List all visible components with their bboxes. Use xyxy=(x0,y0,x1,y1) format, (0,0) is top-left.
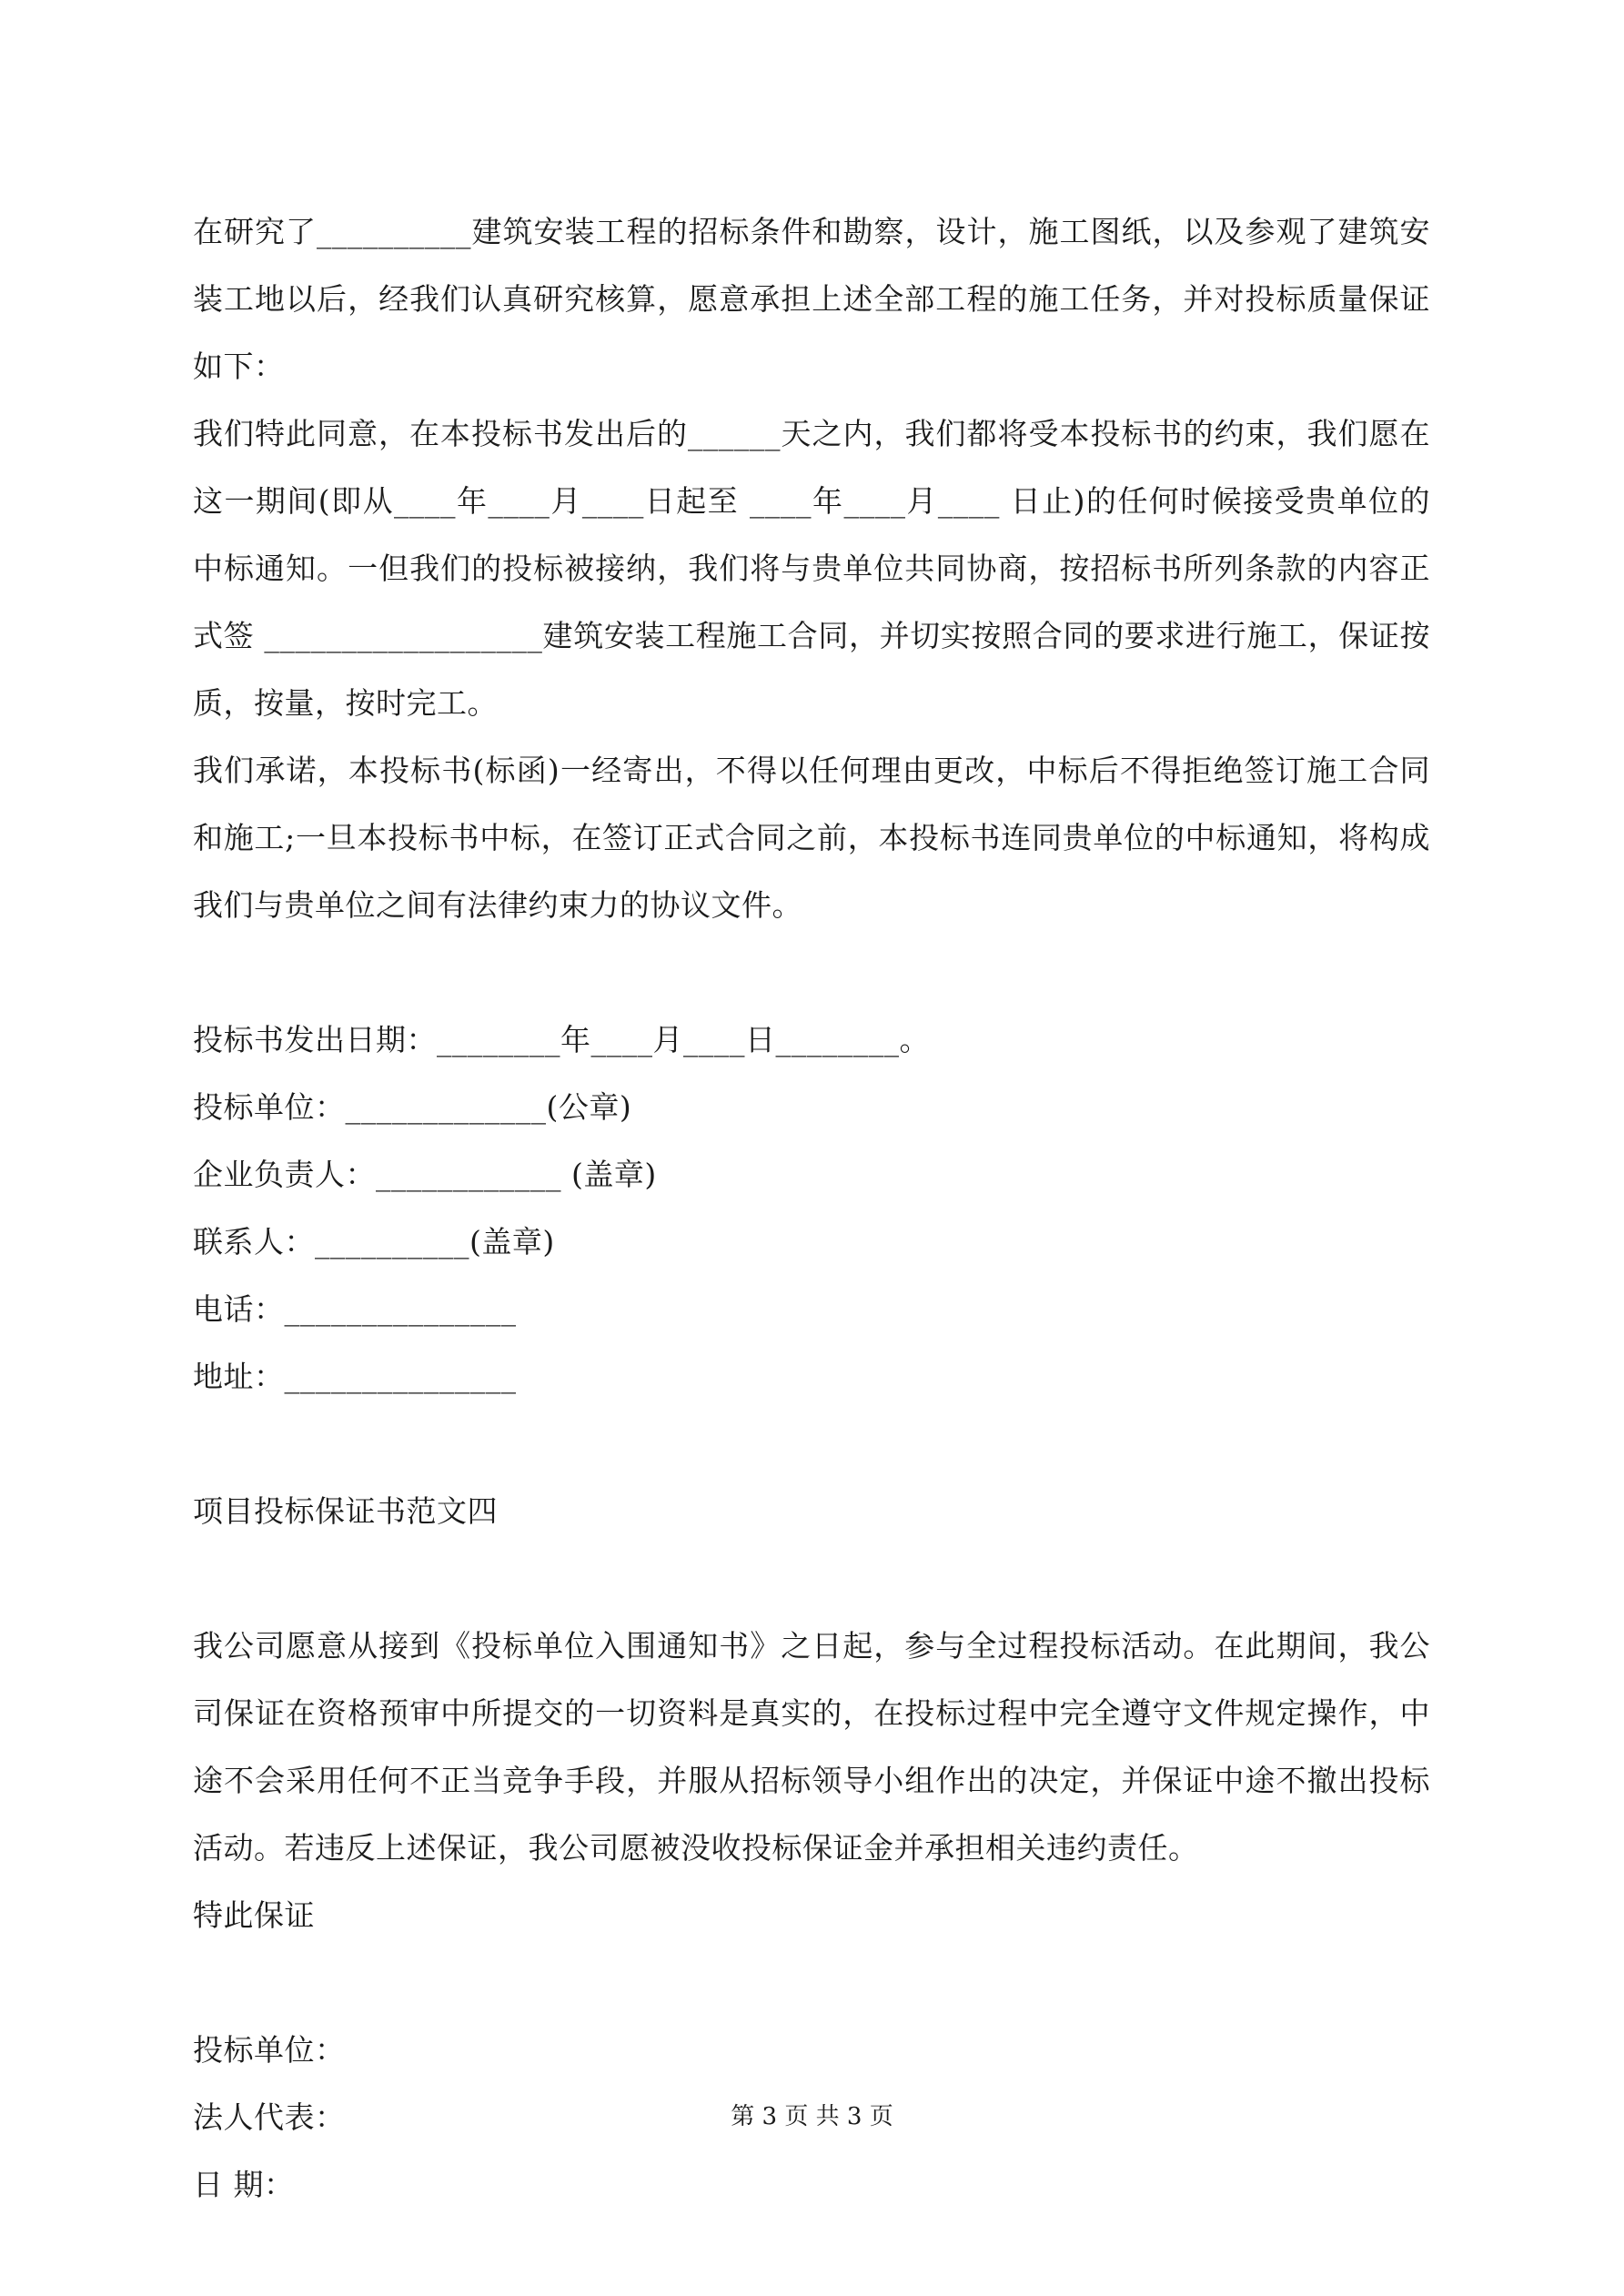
validity-period-paragraph: 我们特此同意，在本投标书发出后的______天之内，我们都将受本投标书的约束，我们愿在这一期间(即从____年____月____日起至 ____年____月____ 日止)的任何时候接受贵单位的中标通知。一但我们的投标被接纳，我们将与贵单位共同协商，按招标书所列条款的内容正式签 __________________建筑安装工程施工合同，并切实按照合同的要求进行施工，保证按质，按量，按时完工。 xyxy=(193,416,1430,721)
spacer xyxy=(193,1411,1430,1478)
spacer xyxy=(193,1545,1430,1613)
page-number: 第 3 页 共 3 页 xyxy=(731,2103,893,2130)
legal-representative-signature: 法人代表： xyxy=(193,2099,346,2135)
guarantee-paragraph: 我公司愿意从接到《投标单位入围通知书》之日起，参与全过程投标活动。在此期间，我公司保证在资格预审中所提交的一切资料是真实的，在投标过程中完全遵守文件规定操作，中途不会采用任何不正当竞争手段，并服从招标领导小组作出的决定，并保证中途不撤出投标活动。若违反上述保证，我公司愿被没收投标保证金并承担相关违约责任。 xyxy=(193,1628,1430,1866)
issue-date-field: 投标书发出日期：________年____月____日________。 xyxy=(193,1022,930,1057)
guarantee-closing: 特此保证 xyxy=(193,1897,315,1933)
contact-person-field: 联系人：__________(盖章) xyxy=(193,1224,555,1259)
promise-paragraph: 我们承诺，本投标书(标函)一经寄出，不得以任何理由更改，中标后不得拒绝签订施工合同和施工;一旦本投标书中标，在签订正式合同之前，本投标书连同贵单位的中标通知，将构成我们与贵单位之间有法律约束力的协议文件。 xyxy=(193,753,1430,923)
date-signature: 日 期： xyxy=(193,2167,295,2202)
enterprise-leader-field: 企业负责人：____________ (盖章) xyxy=(193,1157,657,1192)
address-field: 地址：_______________ xyxy=(193,1359,517,1394)
bidder-unit-field: 投标单位：_____________(公章) xyxy=(193,1089,632,1125)
spacer xyxy=(193,1949,1430,2017)
phone-field: 电话：_______________ xyxy=(193,1291,517,1327)
document-body xyxy=(193,198,1430,2219)
spacer xyxy=(193,939,1430,1006)
bid-commitment-paragraph: 在研究了__________建筑安装工程的招标条件和勘察，设计，施工图纸，以及参观了建筑安装工地以后，经我们认真研究核算，愿意承担上述全部工程的施工任务，并对投标质量保证如下： xyxy=(193,214,1430,384)
section-heading: 项目投标保证书范文四 xyxy=(193,1493,498,1529)
bidder-unit-signature: 投标单位： xyxy=(193,2032,346,2068)
